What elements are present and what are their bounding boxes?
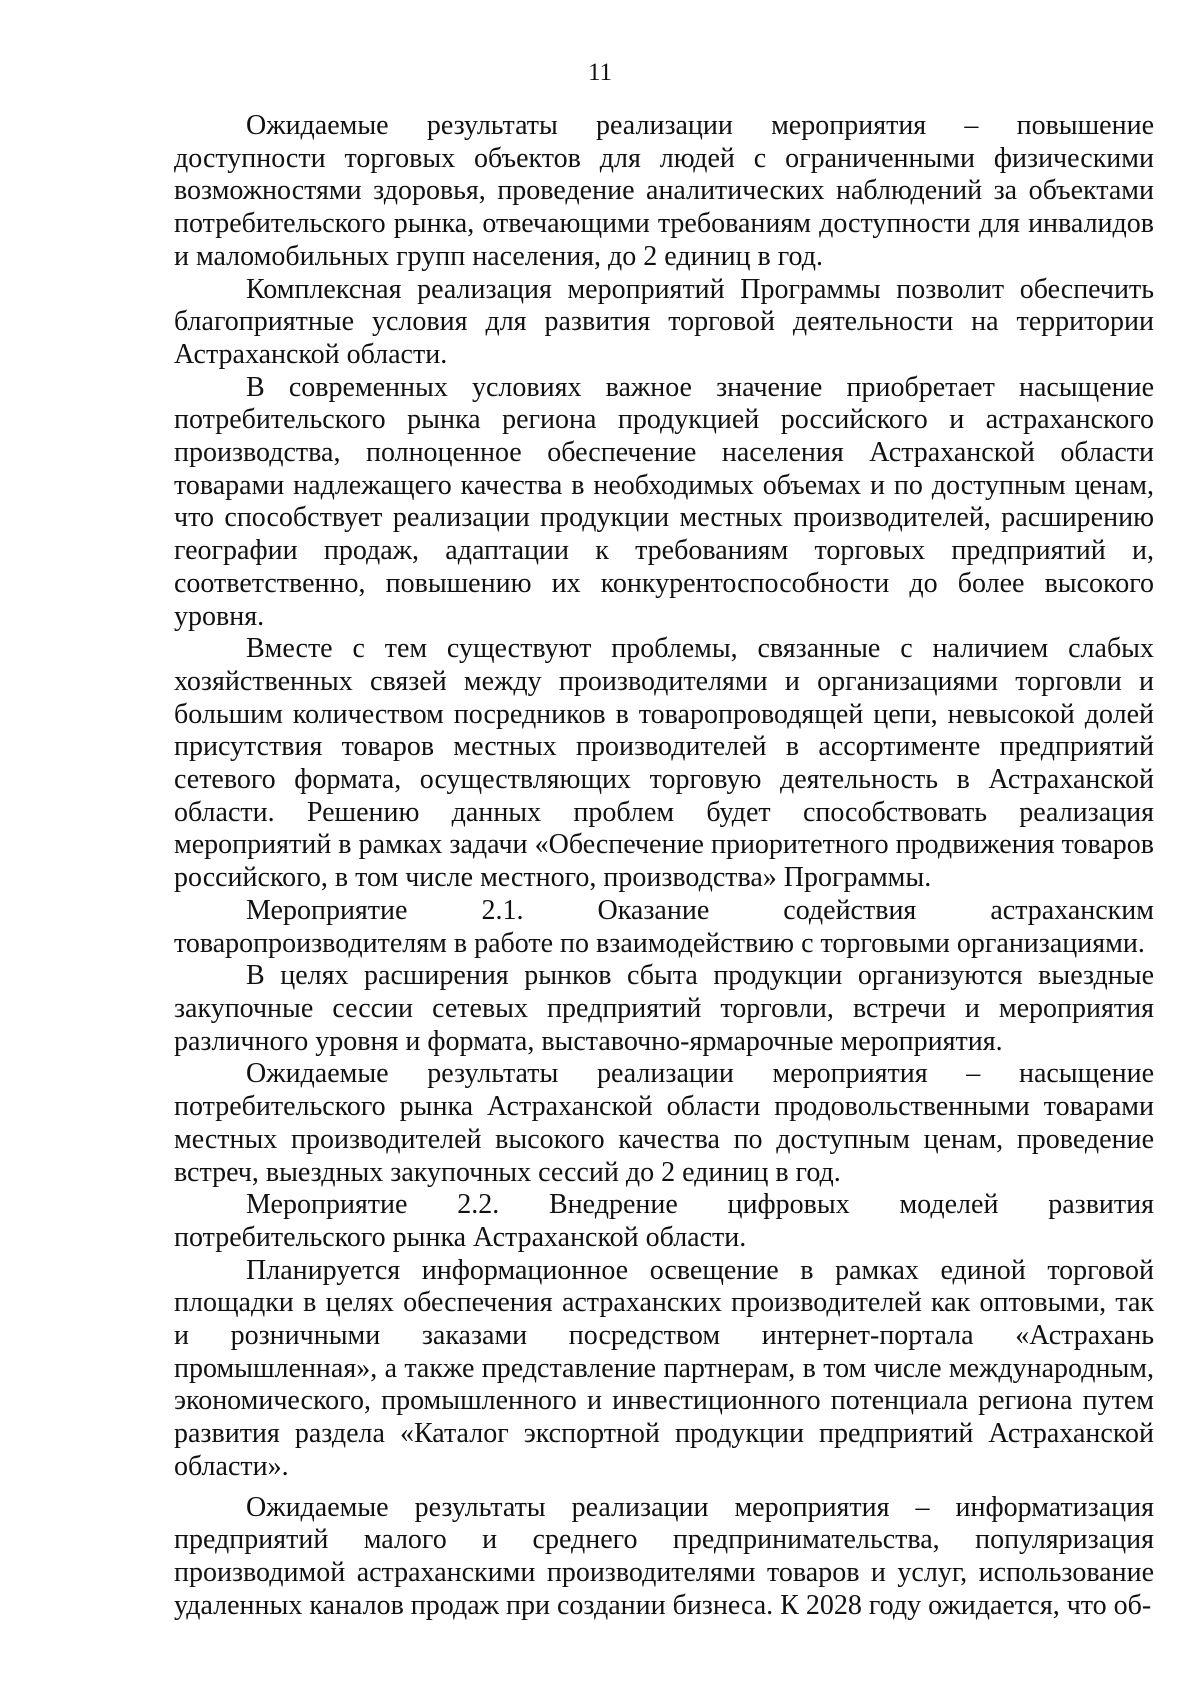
paragraph-sales-markets: В целях расширения рынков сбыта продукции организуются выездные закупочные сессии сетевых предприятий торговли, встречи и мероприятия различного уровня и формата, выставочно-ярмарочные мероприятия. (174, 960, 1154, 1057)
paragraph-measure-2-2: Мероприятие 2.2. Внедрение цифровых моделей развития потребительского рынка Астраханской области. (174, 1189, 1154, 1253)
paragraph-modern-conditions: В современных условиях важное значение приобретает насыщение потребительского рынка региона продукцией российского и астраханского производства, полноценное обеспечение населения Астраханской области товарами надлежащего качества в необходимых объемах и по доступным ценам, что способствует реализации продукции местных производителей, расширению географии продаж, адаптации к требованиям торговых предприятий и, соответственно, повышению их конкурентоспособности до более высокого уровня. (174, 371, 1154, 632)
page-number: 11 (587, 59, 613, 86)
document-body (174, 110, 1154, 1622)
paragraph-expected-results-informatization: Ожидаемые результаты реализации мероприятия – информатизация предприятий малого и среднего предпринимательства, популяризация производимой астраханскими производителями товаров и услуг, использование удаленных каналов продаж при создании бизнеса. К 2028 году ожидается, что об- (174, 1491, 1154, 1621)
paragraph-problems: Вместе с тем существуют проблемы, связанные с наличием слабых хозяйственных связей между производителями и организациями торговли и большим количеством посредников в товаропроводящей цепи, невысокой долей присутствия товаров местных производителей в ассортименте предприятий сетевого формата, осуществляющих торговую деятельность в Астраханской области. Решению данных проблем будет способствовать реализация мероприятий в рамках задачи «Обеспечение приоритетного продвижения товаров российского, в том числе местного, производства» Программы. (174, 633, 1154, 894)
paragraph-expected-results-saturation: Ожидаемые результаты реализации мероприятия – насыщение потребительского рынка Астраханской области продовольственными товарами местных производителей высокого качества по доступным ценам, проведение встреч, выездных закупочных сессий до 2 единиц в год. (174, 1058, 1154, 1188)
paragraph-measure-2-1: Мероприятие 2.1. Оказание содействия астраханским товаропроизводителям в работе по взаимодействию с торговыми организациями. (174, 894, 1154, 959)
paragraph-information-coverage: Планируется информационное освещение в рамках единой торговой площадки в целях обеспечения астраханских производителей как оптовыми, так и розничными заказами посредством интернет-портала «Астрахань промышленная», а также представление партнерам, в том числе международным, экономического, промышленного и инвестиционного потенциала региона путем развития раздела «Каталог экспортной продукции предприятий Астраханской области». (174, 1254, 1154, 1482)
paragraph-expected-results-accessibility: Ожидаемые результаты реализации мероприятия – повышение доступности торговых объектов для людей с ограниченными физическими возможностями здоровья, проведение аналитических наблюдений за объектами потребительского рынка, отвечающими требованиям доступности для инвалидов и маломобильных групп населения, до 2 единиц в год. (174, 110, 1154, 272)
paragraph-program-implementation: Комплексная реализация мероприятий Программы позволит обеспечить благоприятные условия для развития торговой деятельности на территории Астраханской области. (174, 273, 1154, 370)
